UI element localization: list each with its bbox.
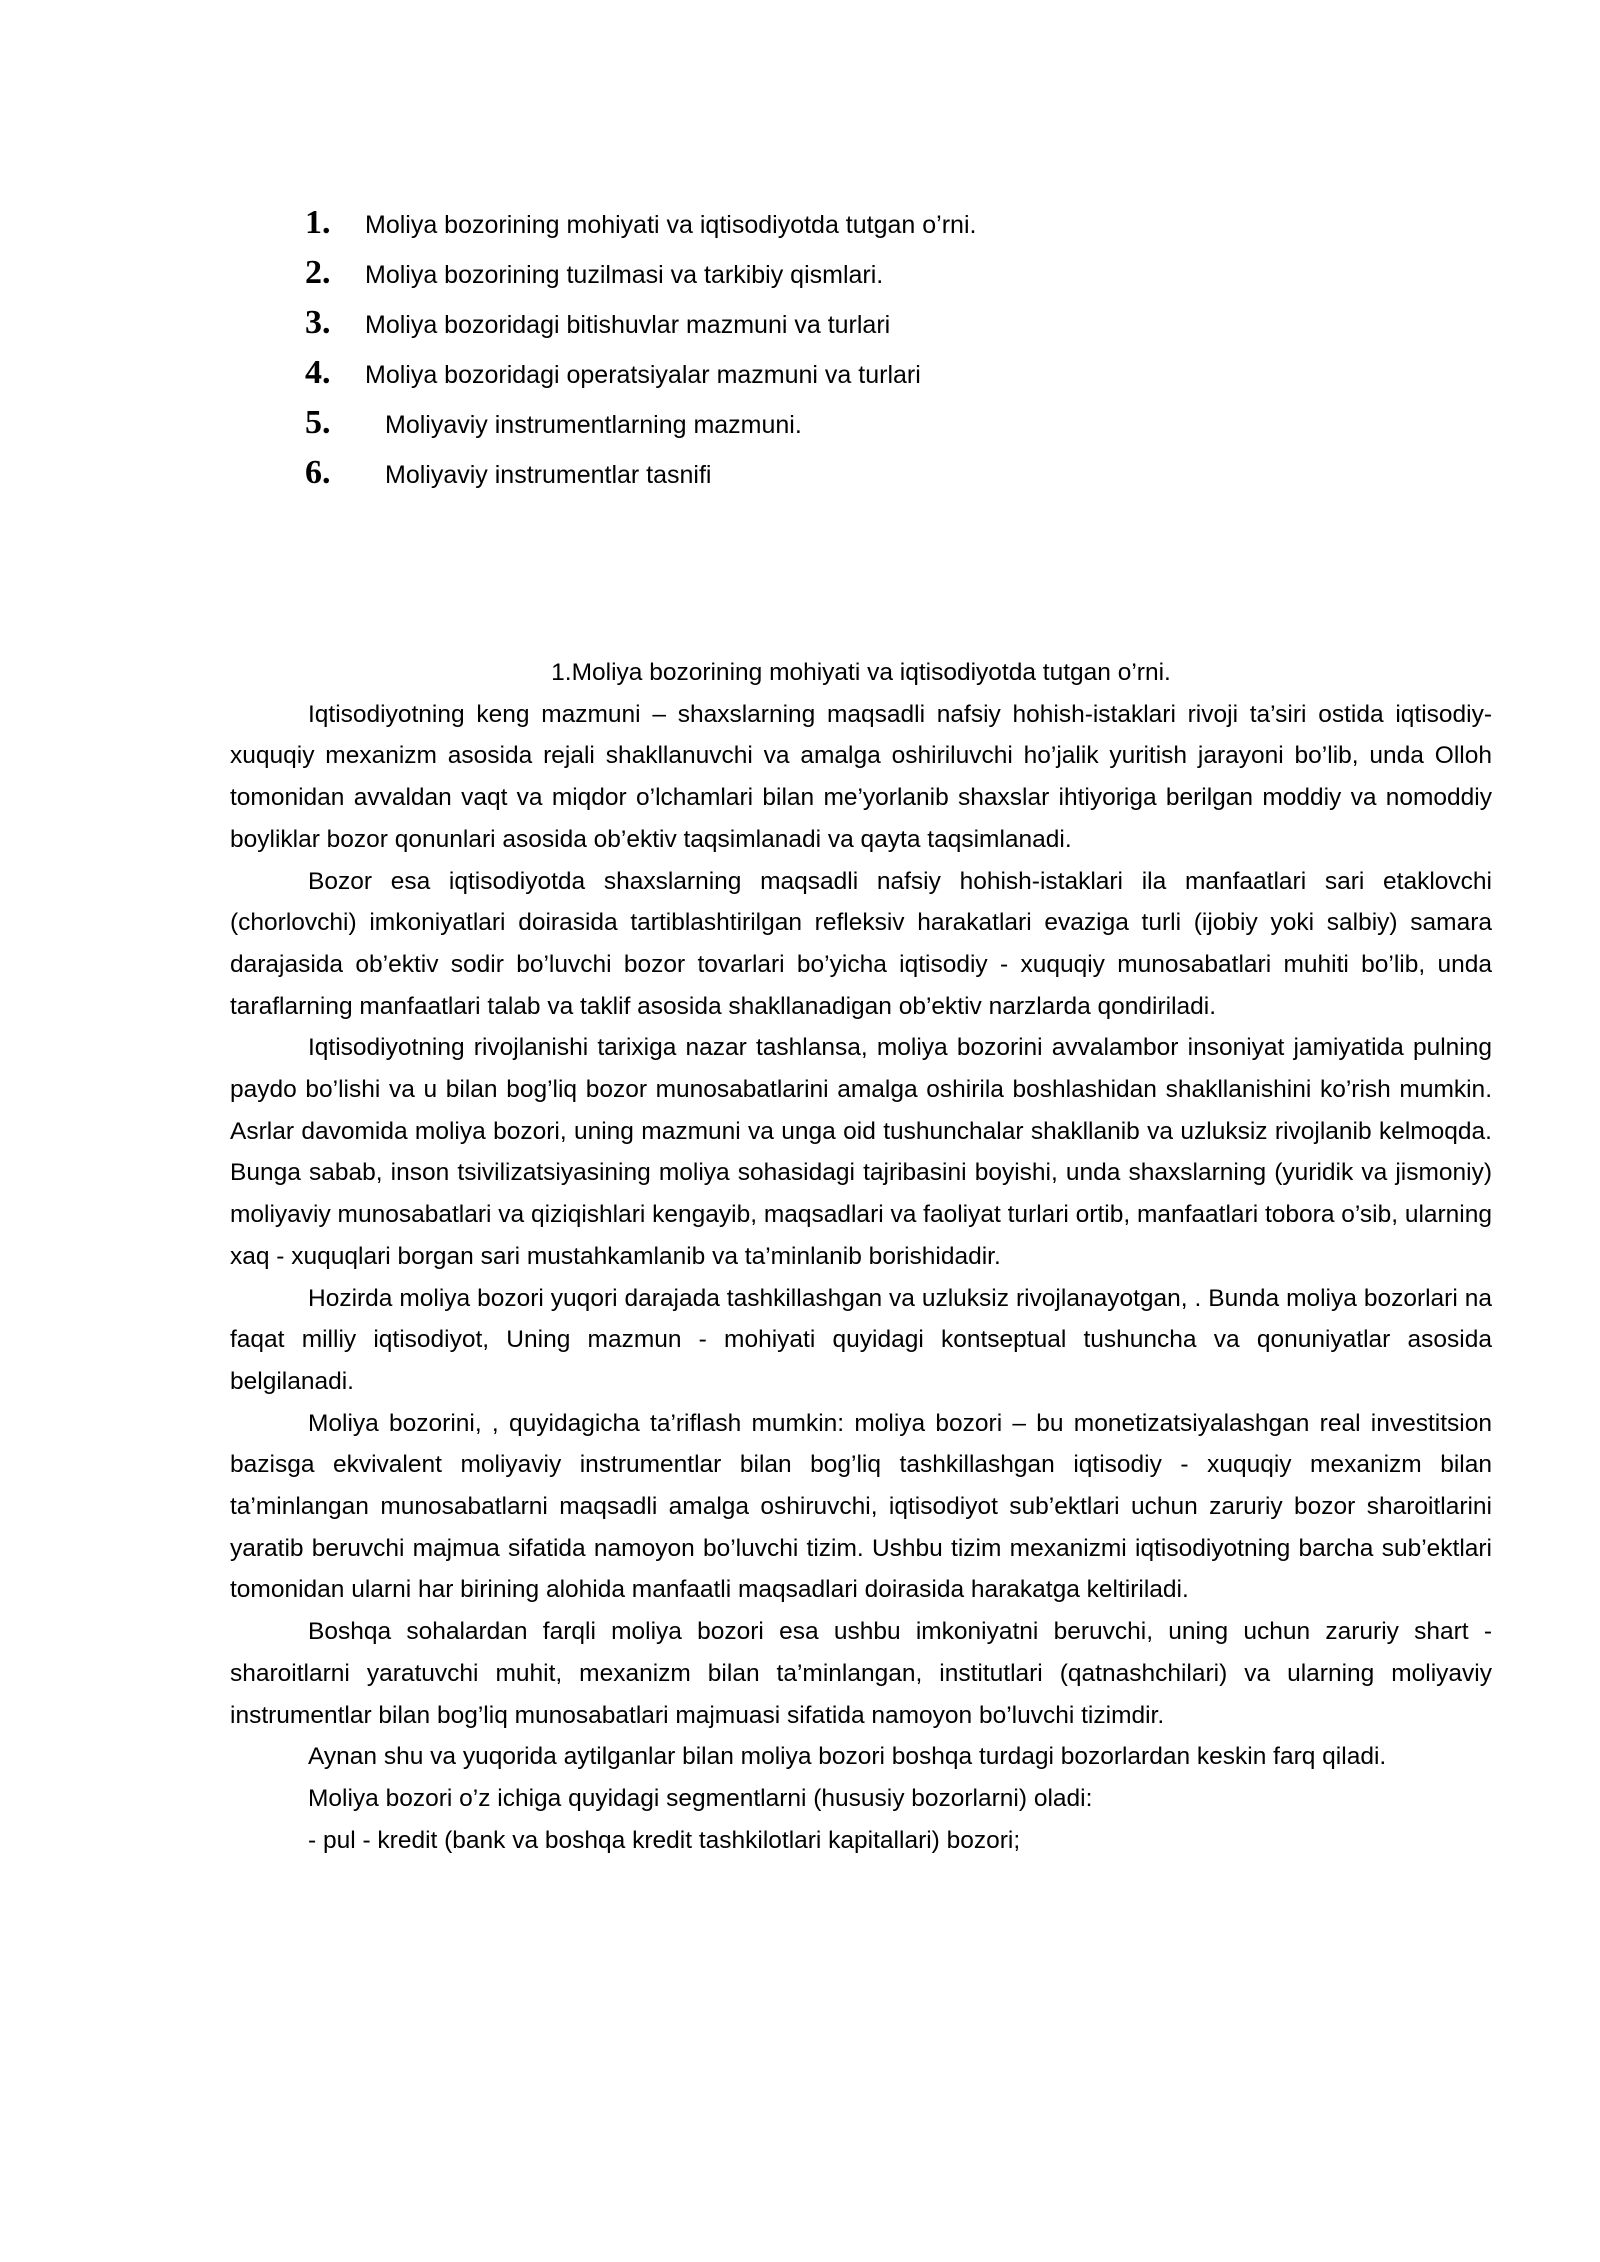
section-heading: 1.Moliya bozorining mohiyati va iqtisodiyotda tutgan o’rni. xyxy=(551,659,1171,686)
toc-number: 2. xyxy=(305,254,331,291)
toc-text: Moliya bozorining mohiyati va iqtisodiyotda tutgan o’rni. xyxy=(365,211,977,239)
toc-item xyxy=(305,254,1305,304)
toc-number: 5. xyxy=(305,404,331,441)
paragraph: Hozirda moliya bozori yuqori darajada tashkillashgan va uzluksiz rivojlanayotgan, . Bunda moliya bozorlari na faqat milliy iqtisodiyot, Uning mazmun - mohiyati quyidagi kontseptual tushuncha va qonuniyatlar asosida belgilanadi. xyxy=(230,1284,1492,1395)
paragraph: Moliya bozorini, , quyidagicha ta’riflash mumkin: moliya bozori – bu monetizatsiyalashgan real investitsion bazisga ekvivalent moliyaviy instrumentlar bilan bog’liq tashkillashgan iqtisodiy - xuquqiy mexanizm bilan ta’minlangan munosabatlarni maqsadli amalga oshiruvchi, iqtisodiyot sub’ektlari uchun zaruriy bozor sharoitlarini yaratib beruvchi majmua sifatida namoyon bo’luvchi tizim. Ushbu tizim mexanizmi iqtisodiyotning barcha sub’ektlari tomonidan ularni har birining alohida manfaatli maqsadlari doirasida harakatga keltiriladi. xyxy=(230,1409,1492,1604)
paragraph: Bozor esa iqtisodiyotda shaxslarning maqsadli nafsiy hohish-istaklari ila manfaatlari sari etaklovchi (chorlovchi) imkoniyatlari doirasida tartiblashtirilgan refleksiv harakatlari evaziga turli (ijobiy yoki salbiy) samara darajasida ob’ektiv sodir bo’luvchi bozor tovarlari bo’yicha iqtisodiy - xuquqiy munosabatlari muhiti bo’lib, unda taraflarning manfaatlari talab va taklif asosida shakllanadigan ob’ektiv narzlarda qondiriladi. xyxy=(230,867,1492,1020)
paragraph: Boshqa sohalardan farqli moliya bozori esa ushbu imkoniyatni beruvchi, uning uchun zaruriy shart - sharoitlarni yaratuvchi muhit, mexanizm bilan ta’minlangan, institutlari (qatnashchilari) va ularning moliyaviy instrumentlar bilan bog’liq munosabatlari majmuasi sifatida namoyon bo’luvchi tizimdir. xyxy=(230,1618,1492,1729)
toc-text: Moliya bozorining tuzilmasi va tarkibiy qismlari. xyxy=(365,261,884,289)
toc-number: 3. xyxy=(305,304,331,341)
paragraph: Aynan shu va yuqorida aytilganlar bilan moliya bozori boshqa turdagi bozorlardan keskin farq qiladi. xyxy=(308,1743,1387,1771)
toc-item xyxy=(305,354,1305,404)
toc-item xyxy=(305,304,1305,354)
paragraph: Iqtisodiyotning keng mazmuni – shaxslarning maqsadli nafsiy hohish-istaklari rivoji ta’siri ostida iqtisodiy-xuquqiy mexanizm asosida rejali shakllanuvchi va amalga oshiriluvchi ho’jalik yuritish jarayoni bo’lib, unda Olloh tomonidan avvaldan vaqt va miqdor o’lchamlari bilan me’yorlanib shaxslar ihtiyoriga berilgan moddiy va nomoddiy boyliklar bozor qonunlari asosida ob’ektiv taqsimlanadi va qayta taqsimlanadi. xyxy=(230,700,1492,853)
toc-text: Moliyaviy instrumentlarning mazmuni. xyxy=(385,411,802,439)
table-of-contents xyxy=(305,204,1305,504)
toc-number: 4. xyxy=(305,354,331,391)
toc-text: Moliyaviy instrumentlar tasnifi xyxy=(385,461,712,489)
toc-item xyxy=(305,404,1305,454)
segments-intro: Moliya bozori o’z ichiga quyidagi segmentlarni (hususiy bozorlarni) oladi: xyxy=(308,1784,1093,1812)
paragraph: Iqtisodiyotning rivojlanishi tarixiga nazar tashlansa, moliya bozorini avvalambor insoniyat jamiyatida pulning paydo bo’lishi va u bilan bog’liq bozor munosabatlarini amalga oshirila boshlashidan shakllanishini ko’rish mumkin. Asrlar davomida moliya bozori, uning mazmuni va unga oid tushunchalar shakllanib va uzluksiz rivojlanib kelmoqda. Bunga sabab, inson tsivilizatsiyasining moliya sohasidagi tajribasini boyishi, unda shaxslarning (yuridik va jismoniy) moliyaviy munosabatlari va qiziqishlari kengayib, maqsadlari va faoliyat turlari ortib, manfaatlari tobora o’sib, ularning xaq - xuquqlari borgan sari mustahkamlanib va ta’minlanib borishidadir. xyxy=(230,1034,1492,1270)
toc-text: Moliya bozoridagi operatsiyalar mazmuni va turlari xyxy=(365,361,921,389)
toc-item xyxy=(305,454,1305,504)
section-body xyxy=(230,652,1492,1861)
toc-number: 6. xyxy=(305,454,331,491)
toc-number: 1. xyxy=(305,204,331,241)
list-item: - pul - kredit (bank va boshqa kredit tashkilotlari kapitallari) bozori; xyxy=(308,1826,1021,1854)
toc-item xyxy=(305,204,1305,254)
toc-text: Moliya bozoridagi bitishuvlar mazmuni va turlari xyxy=(365,311,891,339)
